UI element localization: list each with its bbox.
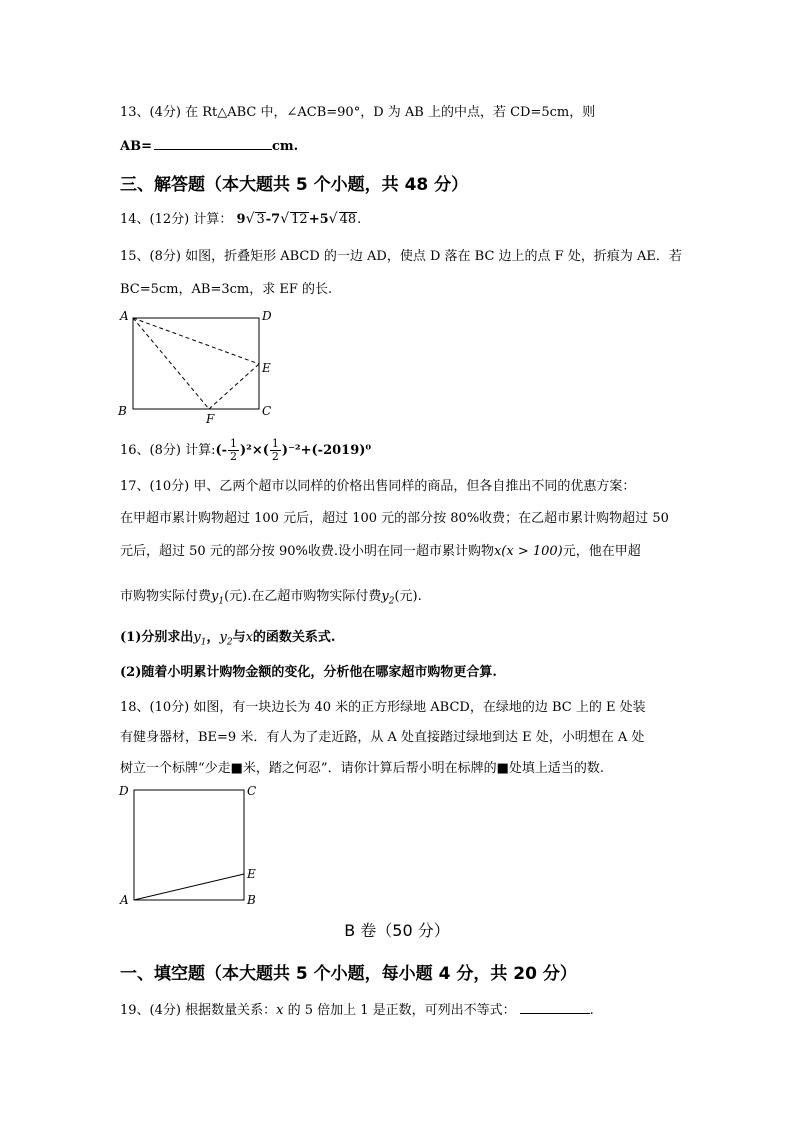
q18-figure	[112, 780, 272, 910]
q17-line1: 17、(10分) 甲、乙两个超市以同样的价格出售同样的商品，但各自推出不同的优惠方案：	[120, 479, 636, 494]
q18-line2: 有健身器材，BE=9 米．有人为了走近路，从 A 处直接踏过绿地到达 E 处，小明想在 A 处	[120, 730, 645, 745]
q19-answer-blank[interactable]	[520, 1002, 590, 1014]
q18-line3: 树立一个标牌“少走■米，踏之何忍”．请你计算后帮小明在标牌的■处填上适当的数.	[120, 761, 604, 776]
q17-sub2: (2)随着小明累计购物金额的变化，分析他在哪家超市购物更合算.	[120, 665, 497, 680]
q13-answer-blank[interactable]	[154, 138, 272, 150]
q18-label-d: D	[119, 784, 129, 798]
q14-r1: 3	[256, 212, 265, 227]
q16-open: (-	[215, 443, 228, 459]
q15-label-c: C	[262, 404, 272, 418]
q16-fraction-2: $\frac{1}{2}$	[271, 437, 279, 464]
q15-fold-fe	[209, 364, 259, 409]
q14-op2: +5	[308, 212, 329, 227]
q17-y1: $y_1$	[211, 589, 225, 607]
q15-label-e: E	[262, 361, 271, 375]
q17-line2: 在甲超市累计购物超过 100 元后，超过 100 元的部分按 80%收费；在乙超市累计购物超过 50	[120, 511, 669, 526]
q19: 19、(4分) 根据数量关系：x 的 5 倍加上 1 是正数，可列出不等式： .	[120, 1003, 594, 1018]
q16-fraction-1: $\frac{1}{2}$	[230, 437, 238, 464]
sqrt-icon: √	[245, 211, 255, 227]
section3-title: 三、解答题（本大题共 5 个小题，共 48 分）	[120, 175, 469, 195]
q15-fold-af	[133, 318, 209, 409]
q18-label-c: C	[247, 784, 257, 798]
q19-var: x	[276, 1003, 284, 1018]
q17-line4: 市购物实际付费$y_1$(元).在乙超市购物实际付费$y_2$(元).	[120, 589, 422, 607]
q15-figure	[112, 306, 282, 426]
part-b-title: B 卷（50 分）	[344, 921, 450, 940]
q17-y2: $y_2$	[381, 589, 395, 607]
q14-end: .	[357, 212, 362, 227]
q18-square	[134, 790, 244, 900]
q14-r2: 12	[291, 212, 308, 227]
q15-line1: 15、(8分) 如图，折叠矩形 ABCD 的一边 AD，使点 D 落在 BC 边上的点 F 处，折痕为 AE．若	[120, 249, 682, 264]
q14-c1: 9	[236, 212, 246, 227]
q16	[120, 438, 371, 463]
q15-label-a: A	[120, 309, 129, 323]
q14-r3: 48	[339, 212, 357, 227]
q18-label-b: B	[247, 893, 256, 907]
q17-var-x: x(x > 100)	[493, 544, 563, 559]
q16-mid: )²×(	[240, 443, 269, 459]
section1-title: 一、填空题（本大题共 5 个小题，每小题 4 分，共 20 分）	[120, 964, 577, 984]
q18-path-ae	[134, 874, 244, 900]
sqrt-icon: √	[280, 211, 290, 227]
sqrt-icon: √	[328, 211, 338, 227]
q15-line2: BC=5cm，AB=3cm，求 EF 的长.	[120, 282, 333, 297]
q18-line1: 18、(10分) 如图，有一块边长为 40 米的正方形绿地 ABCD，在绿地的边 BC 上的 E 处装	[120, 700, 646, 715]
q14-op1: -7	[265, 212, 281, 227]
q15-label-f: F	[206, 412, 215, 426]
q14-prefix: 14、(12分) 计算：	[120, 212, 233, 227]
q14	[120, 212, 361, 226]
q18-label-e: E	[247, 867, 256, 881]
q17-sub1: (1)分别求出$y_1$，$y_2$与x的函数关系式.	[120, 630, 336, 648]
q16-prefix: 16、(8分) 计算:	[120, 443, 216, 459]
q15-label-d: D	[262, 309, 272, 323]
q16-tail: )⁻²+(-2019)⁰	[281, 443, 372, 459]
q13-line2	[120, 138, 298, 153]
q18-label-a: A	[120, 893, 129, 907]
q17-line3: 元后，超过 50 元的部分按 90%收费.设小明在同一超市累计购物x(x > 100)元，他在甲超	[120, 544, 641, 559]
q13-ab-label: AB=	[120, 139, 152, 154]
q15-label-b: B	[118, 404, 127, 418]
q13-unit: cm.	[271, 139, 299, 154]
q13-line1: 13、(4分) 在 Rt△ABC 中，∠ACB=90°，D 为 AB 上的中点，若 CD=5cm，则	[120, 105, 596, 120]
q15-rectangle	[133, 318, 259, 409]
